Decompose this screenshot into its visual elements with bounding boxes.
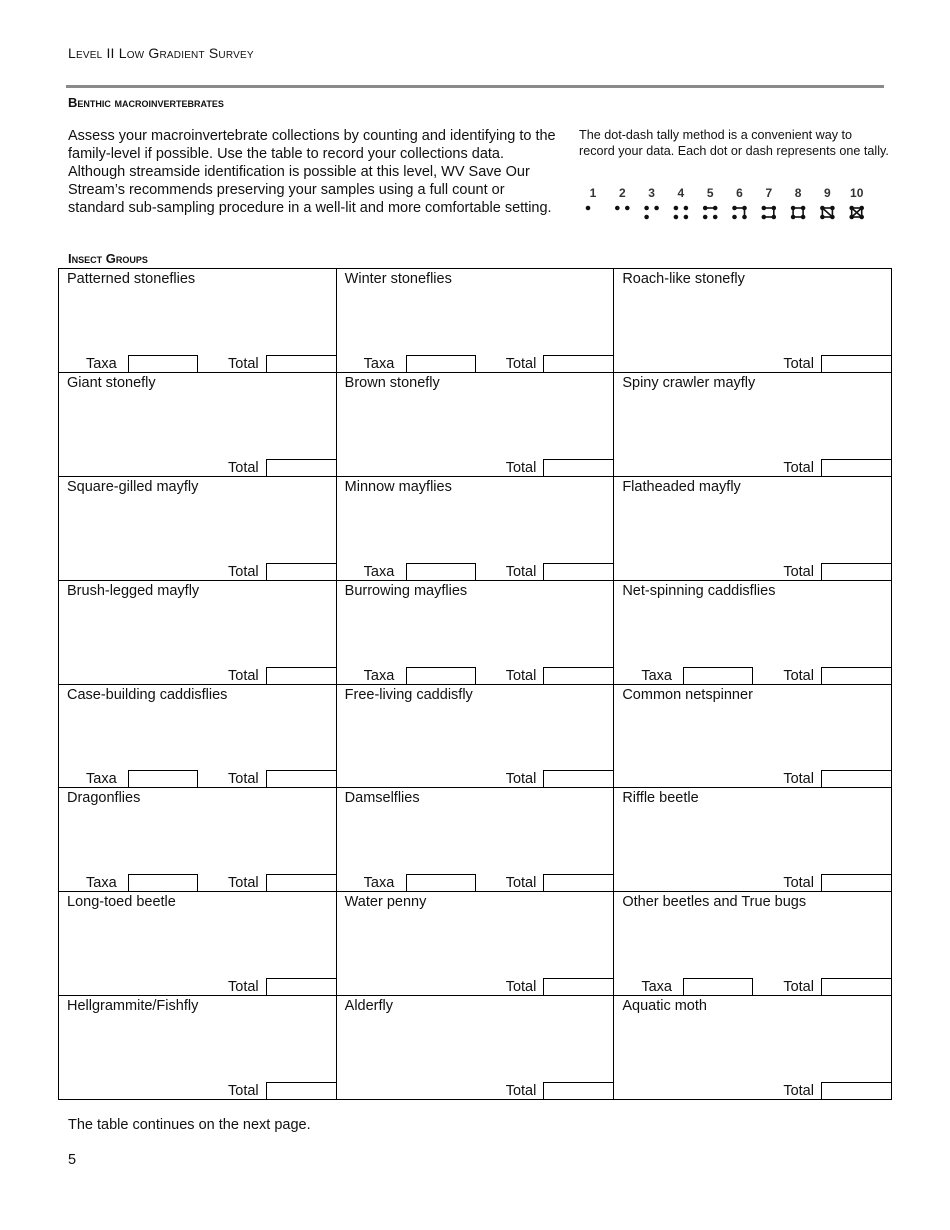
insect-group-name: Net-spinning caddisflies (622, 582, 776, 599)
total-input-box[interactable] (821, 563, 891, 580)
tally-number: 3 (648, 186, 655, 200)
total-input-box[interactable] (266, 770, 336, 787)
page-number: 5 (68, 1152, 77, 1168)
insect-group-name: Minnow mayflies (344, 478, 452, 495)
total-input-box[interactable] (821, 667, 891, 684)
total-input-box[interactable] (266, 355, 336, 372)
header-rule (66, 85, 884, 88)
insect-group-cell (337, 581, 615, 685)
insect-group-name: Hellgrammite/Fishfly (67, 998, 199, 1015)
taxa-input-box[interactable] (406, 563, 476, 580)
total-input-box[interactable] (266, 563, 336, 580)
tally-number: 7 (765, 186, 773, 200)
taxa-input-box[interactable] (128, 355, 198, 372)
taxa-label: Taxa (86, 355, 117, 372)
total-input-box[interactable] (543, 978, 613, 995)
insect-group-cell (337, 373, 615, 477)
taxa-label: Taxa (86, 771, 117, 788)
total-label: Total (505, 979, 537, 996)
insect-group-name: Water penny (344, 894, 427, 911)
taxa-label: Taxa (363, 875, 395, 892)
total-label: Total (783, 667, 814, 684)
total-label: Total (783, 771, 814, 788)
insect-group-name: Brown stonefly (344, 374, 440, 391)
taxa-input-box[interactable] (683, 667, 753, 684)
insect-group-name: Brush-legged mayfly (67, 582, 200, 599)
tally-mark (674, 207, 687, 219)
total-input-box[interactable] (266, 459, 336, 476)
insect-group-cell (614, 788, 892, 892)
insect-group-cell (59, 788, 337, 892)
total-input-box[interactable] (543, 667, 613, 684)
total-label: Total (228, 1083, 259, 1099)
total-input-box[interactable] (543, 355, 613, 372)
tally-mark (616, 207, 629, 210)
total-label: Total (505, 459, 537, 476)
total-input-box[interactable] (266, 667, 336, 684)
tally-mark (821, 207, 834, 219)
tally-mark (792, 207, 805, 219)
total-label: Total (228, 667, 259, 684)
total-input-box[interactable] (821, 770, 891, 787)
tally-mark (762, 207, 775, 219)
insect-group-cell (59, 685, 337, 789)
insect-group-cell (59, 477, 337, 581)
taxa-input-box[interactable] (128, 770, 198, 787)
total-input-box[interactable] (266, 874, 336, 891)
total-label: Total (783, 1083, 814, 1099)
total-label: Total (783, 875, 814, 892)
insect-group-name: Patterned stoneflies (67, 271, 196, 287)
insect-group-name: Case-building caddisflies (67, 686, 228, 703)
taxa-label: Taxa (363, 355, 395, 372)
tally-number: 8 (794, 186, 802, 200)
section-title: Benthic macroinvertebrates (68, 95, 224, 110)
insect-group-cell (337, 892, 615, 996)
tally-diagram (579, 186, 879, 226)
insect-group-cell (337, 996, 615, 1100)
total-label: Total (783, 355, 814, 372)
intro-paragraph: Assess your macroinvertebrate collections by counting and identifying to the family-level if possible. Use the table to record your collections data. Although streamside identification is possible at this level, WV Save Our Stream’s recommends preserving your samples using a full count or standard sub-sampling procedure in a well-lit and more comfortable setting. (68, 128, 556, 216)
insect-groups-table (58, 268, 892, 1100)
insect-group-name: Flatheaded mayfly (622, 478, 741, 495)
insect-group-name: Winter stoneflies (344, 271, 452, 287)
insect-group-name: Riffle beetle (622, 790, 699, 807)
taxa-label: Taxa (363, 563, 395, 580)
taxa-label: Taxa (641, 667, 672, 684)
total-input-box[interactable] (266, 1082, 336, 1099)
insect-group-cell (337, 685, 615, 789)
tally-mark (850, 207, 863, 219)
tally-mark (733, 207, 746, 219)
insect-group-cell (337, 477, 615, 581)
total-input-box[interactable] (543, 459, 613, 476)
tally-number: 4 (677, 186, 685, 200)
total-input-box[interactable] (543, 874, 613, 891)
total-label: Total (228, 459, 259, 476)
insect-groups-title: Insect Groups (68, 251, 148, 266)
insect-group-cell (59, 581, 337, 685)
tally-mark (587, 207, 590, 210)
insect-group-cell (614, 477, 892, 581)
total-label: Total (783, 563, 814, 580)
total-input-box[interactable] (543, 770, 613, 787)
taxa-input-box[interactable] (683, 978, 753, 995)
insect-group-cell (614, 996, 892, 1100)
insect-group-name: Free-living caddisfly (344, 686, 473, 703)
total-label: Total (505, 563, 537, 580)
page-header: Level II Low Gradient Survey (68, 45, 254, 61)
insect-group-cell (614, 581, 892, 685)
tally-number: 2 (618, 186, 626, 200)
insect-group-name: Alderfly (344, 998, 394, 1015)
total-label: Total (505, 667, 537, 684)
insect-group-name: Giant stonefly (67, 374, 156, 391)
total-input-box[interactable] (543, 563, 613, 580)
total-input-box[interactable] (543, 1082, 613, 1099)
tally-number: 9 (824, 186, 831, 200)
total-input-box[interactable] (821, 1082, 891, 1099)
total-label: Total (228, 875, 259, 892)
insect-group-name: Spiny crawler mayfly (622, 374, 756, 391)
taxa-label: Taxa (641, 979, 672, 996)
table-continues-note: The table continues on the next page. (68, 1117, 311, 1133)
tally-note: The dot-dash tally method is a convenient way to record your data. Each dot or dash represents one tally. (579, 128, 889, 158)
total-input-box[interactable] (266, 978, 336, 995)
insect-group-cell (614, 685, 892, 789)
tally-mark (645, 207, 658, 219)
insect-group-cell (614, 373, 892, 477)
taxa-input-box[interactable] (406, 667, 476, 684)
insect-group-cell (59, 892, 337, 996)
insect-group-cell (59, 996, 337, 1100)
insect-group-name: Long-toed beetle (67, 894, 176, 911)
total-input-box[interactable] (821, 978, 891, 995)
total-label: Total (505, 1083, 537, 1099)
insect-group-cell (59, 269, 337, 373)
taxa-input-box[interactable] (406, 874, 476, 891)
taxa-label: Taxa (86, 875, 117, 892)
total-input-box[interactable] (821, 355, 891, 372)
tally-number: 1 (589, 186, 597, 200)
insect-group-name: Roach-like stonefly (622, 271, 745, 287)
insect-group-cell (337, 269, 615, 373)
tally-number: 5 (706, 186, 714, 200)
insect-group-name: Dragonflies (67, 790, 141, 807)
tally-mark (704, 207, 717, 219)
insect-group-name: Other beetles and True bugs (622, 894, 807, 911)
total-label: Total (228, 771, 259, 788)
tally-number: 6 (736, 186, 743, 200)
insect-group-name: Damselflies (344, 790, 420, 807)
total-label: Total (505, 355, 537, 372)
insect-group-cell (59, 373, 337, 477)
total-label: Total (783, 459, 814, 476)
total-input-box[interactable] (821, 459, 891, 476)
taxa-label: Taxa (363, 667, 395, 684)
insect-group-name: Burrowing mayflies (344, 582, 468, 599)
insect-group-name: Square-gilled mayfly (67, 478, 199, 495)
taxa-input-box[interactable] (128, 874, 198, 891)
taxa-input-box[interactable] (406, 355, 476, 372)
total-label: Total (228, 355, 259, 372)
total-input-box[interactable] (821, 874, 891, 891)
insect-group-cell (614, 269, 892, 373)
tally-number: 10 (850, 186, 864, 200)
total-label: Total (783, 979, 814, 996)
insect-group-name: Aquatic moth (622, 998, 707, 1015)
total-label: Total (228, 979, 259, 996)
insect-group-name: Common netspinner (622, 686, 753, 703)
total-label: Total (505, 771, 537, 788)
insect-group-cell (337, 788, 615, 892)
total-label: Total (228, 563, 259, 580)
total-label: Total (505, 875, 537, 892)
insect-group-cell (614, 892, 892, 996)
